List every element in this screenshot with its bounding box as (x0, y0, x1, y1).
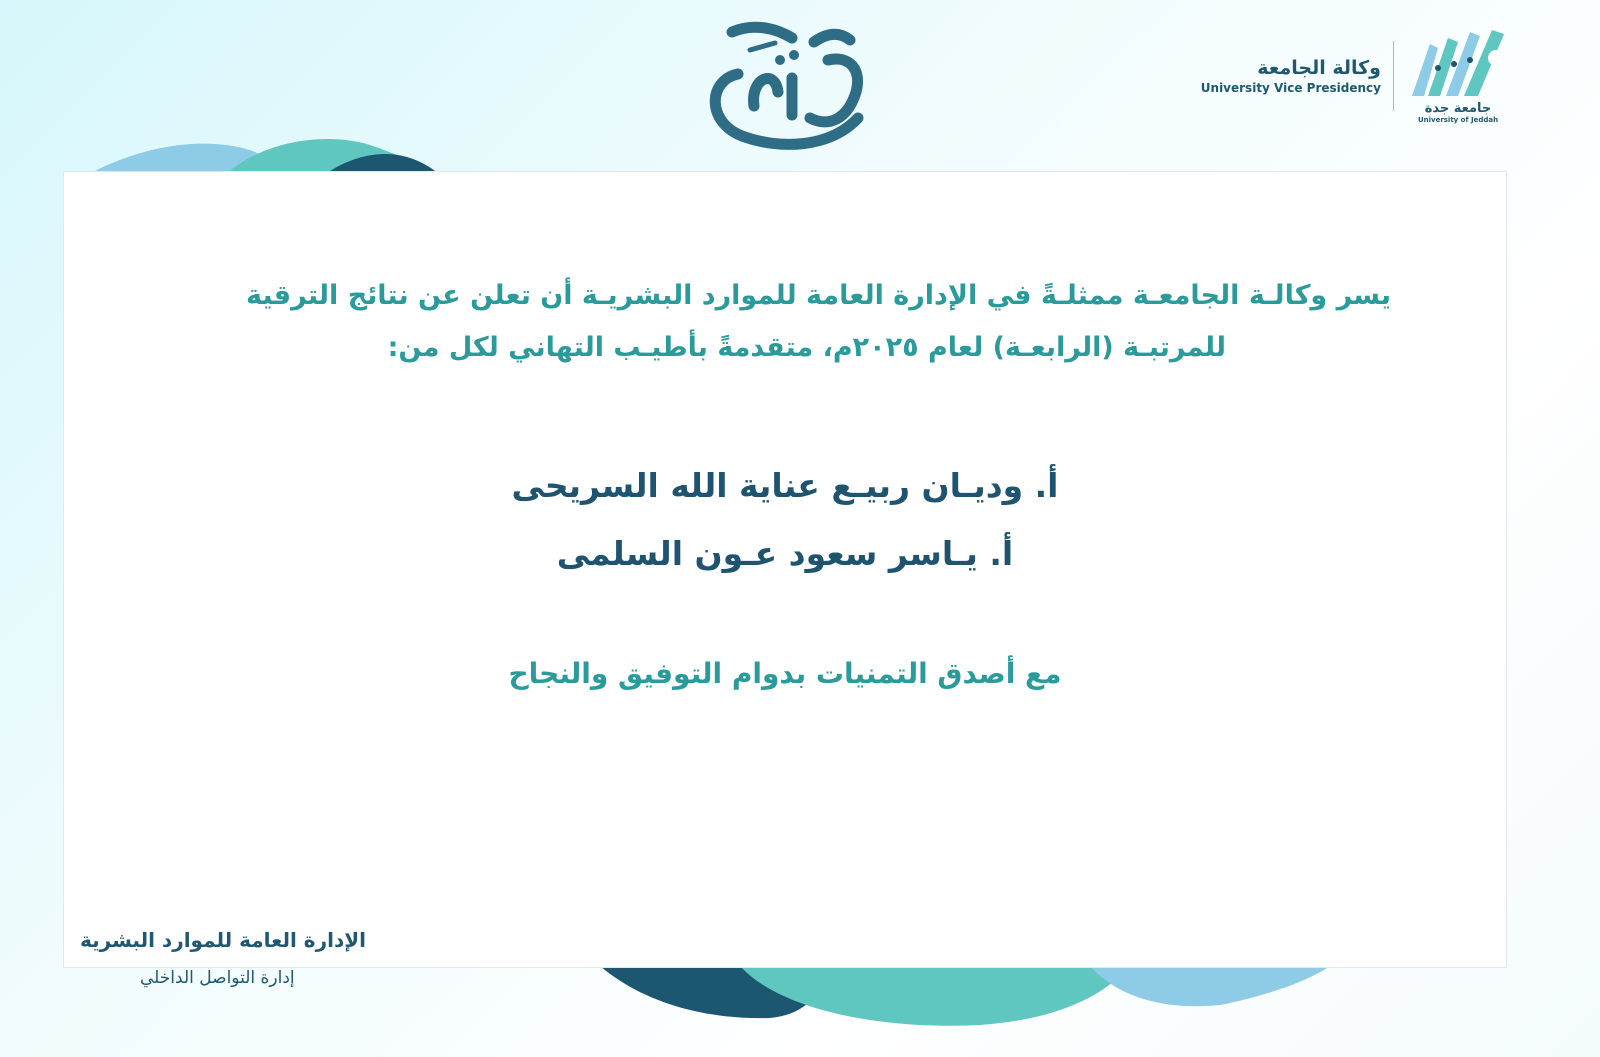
vice-presidency-label (1201, 57, 1381, 96)
logo-divider (1393, 41, 1394, 111)
intro-line-1: يسر وكالـة الجامعـة ممثلـةً في الإدارة العامة للموارد البشريـة أن تعلن عن نتائج الترقية (246, 280, 1391, 311)
footer-department: الإدارة العامة للموارد البشرية (80, 928, 366, 952)
university-emblem-icon (1408, 28, 1508, 100)
tahnia-calligraphy (680, 10, 880, 164)
promoted-name: أ. وديـان ربيـع عناية الله السريحى (511, 466, 1059, 505)
footer-sub-department: إدارة التواصل الداخلي (140, 968, 295, 988)
intro-line-2: للمرتبـة (الرابعـة) لعام ٢٠٢٥م، متقدمةً بأطيـب التهاني لكل من: (387, 332, 1226, 363)
university-of-jeddah-logo (1408, 28, 1508, 124)
announcement-intro (154, 270, 1391, 374)
promoted-names-list (64, 452, 1506, 588)
tahnia-calligraphy-icon (680, 10, 880, 160)
university-name-english: University of Jeddah (1417, 116, 1499, 124)
vice-presidency-arabic: وكالة الجامعة (1257, 56, 1381, 79)
announcement-card (63, 171, 1507, 968)
promoted-name: أ. يـاسر سعود عـون السلمى (556, 534, 1014, 573)
closing-wishes: مع أصدق التمنيات بدوام التوفيق والنجاح (508, 657, 1062, 690)
university-name-arabic: جامعة جدة (1424, 101, 1492, 116)
vice-presidency-english: University Vice Presidency (1200, 81, 1381, 96)
university-logo-group (1201, 28, 1508, 124)
